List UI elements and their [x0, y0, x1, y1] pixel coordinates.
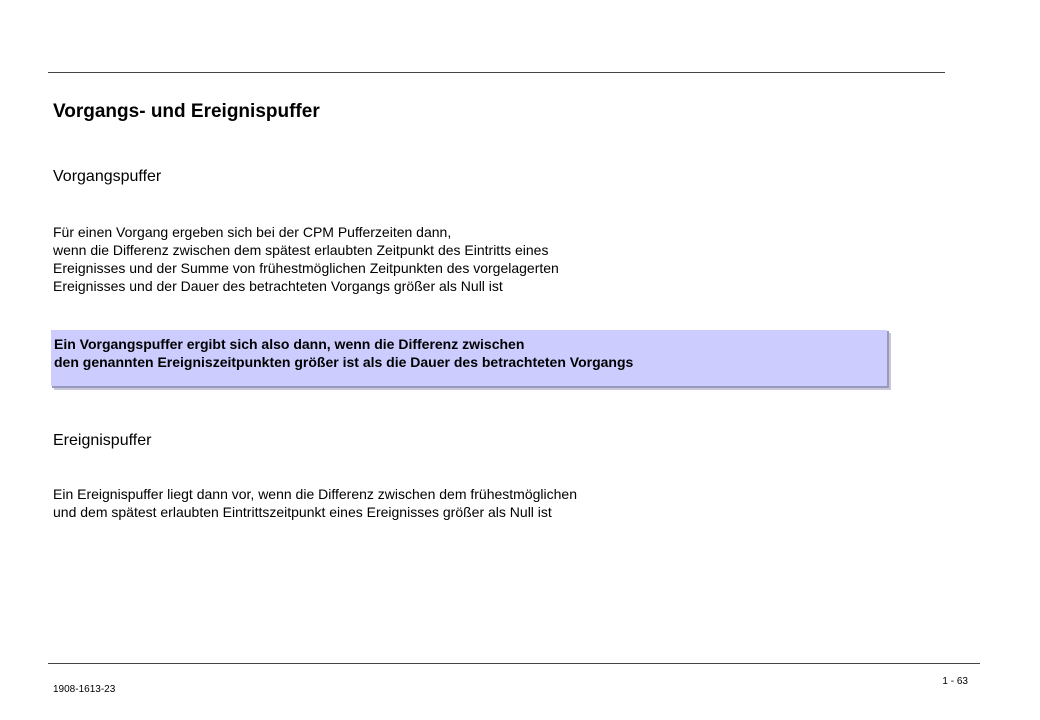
- paragraph-line: wenn die Differenz zwischen dem spätest erlaubten Zeitpunkt des Eintritts eines: [53, 242, 549, 258]
- highlight-box: [50, 329, 887, 386]
- page-number: 1 - 63: [942, 676, 968, 687]
- paragraph-vorgangspuffer: [53, 223, 559, 295]
- paragraph-line: Ein Ereignispuffer liegt dann vor, wenn die Differenz zwischen dem frühestmöglichen: [53, 486, 577, 502]
- bottom-divider: [48, 663, 980, 664]
- document-code: 1908-1613-23: [53, 684, 116, 695]
- paragraph-line: und dem spätest erlaubten Eintrittszeitpunkt eines Ereignisses größer als Null ist: [53, 504, 552, 520]
- top-divider: [48, 72, 945, 73]
- paragraph-line: Ereignisses und der Summe von frühestmöglichen Zeitpunkten des vorgelagerten: [53, 260, 559, 276]
- highlight-line: den genannten Ereigniszeitpunkten größer ist als die Dauer des betrachteten Vorgangs: [54, 354, 634, 370]
- paragraph-line: Für einen Vorgang ergeben sich bei der CPM Pufferzeiten dann,: [53, 224, 452, 240]
- highlight-text: [54, 335, 633, 371]
- paragraph-ereignispuffer: [53, 485, 577, 521]
- section-heading-vorgangspuffer: Vorgangspuffer: [53, 168, 162, 185]
- slide-title: Vorgangs- und Ereignispuffer: [53, 101, 320, 122]
- section-heading-ereignispuffer: Ereignispuffer: [53, 432, 152, 449]
- highlight-line: Ein Vorgangspuffer ergibt sich also dann, wenn die Differenz zwischen: [54, 336, 525, 352]
- paragraph-line: Ereignisses und der Dauer des betrachteten Vorgangs größer als Null ist: [53, 278, 503, 294]
